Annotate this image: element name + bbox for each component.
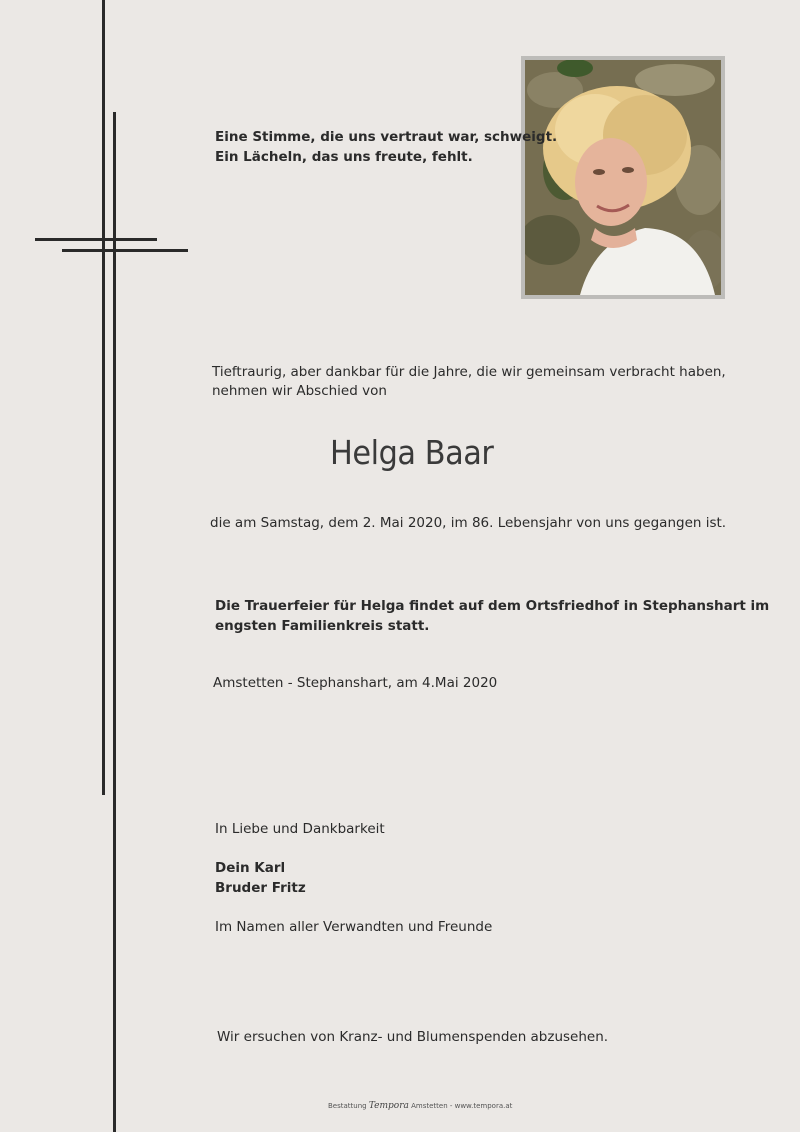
death-notice: die am Samstag, dem 2. Mai 2020, im 86. Lebensjahr von uns gegangen ist. [210, 515, 727, 531]
quote-line-1: Eine Stimme, die uns vertraut war, schweigt. [215, 129, 558, 145]
quote-line-2: Ein Lächeln, das uns freute, fehlt. [215, 149, 473, 165]
place-date: Amstetten - Stephanshart, am 4.Mai 2020 [213, 675, 498, 691]
ceremony-line-2: engsten Familienkreis statt. [215, 618, 430, 634]
intro-line-1: Tieftraurig, aber dankbar für die Jahre, die wir gemeinsam verbracht haben, [212, 364, 726, 380]
deceased-name: Helga Baar [330, 433, 494, 472]
donation-note: Wir ersuchen von Kranz- und Blumenspenden abzusehen. [217, 1029, 609, 1045]
mourner-2: Bruder Fritz [215, 880, 306, 896]
relatives-line: Im Namen aller Verwandten und Freunde [215, 919, 493, 935]
portrait-photo [521, 56, 725, 299]
footer [328, 1101, 512, 1111]
ceremony-line-1: Die Trauerfeier für Helga findet auf dem Ortsfriedhof in Stephanshart im [215, 598, 770, 614]
mourner-1: Dein Karl [215, 860, 286, 876]
intro-line-2: nehmen wir Abschied von [212, 383, 387, 399]
footer-prefix: Bestattung [328, 1102, 367, 1110]
closing-line: In Liebe und Dankbarkeit [215, 821, 385, 837]
footer-suffix: Amstetten - www.tempora.at [411, 1102, 513, 1110]
footer-brand-logo: Tempora [368, 1101, 409, 1111]
